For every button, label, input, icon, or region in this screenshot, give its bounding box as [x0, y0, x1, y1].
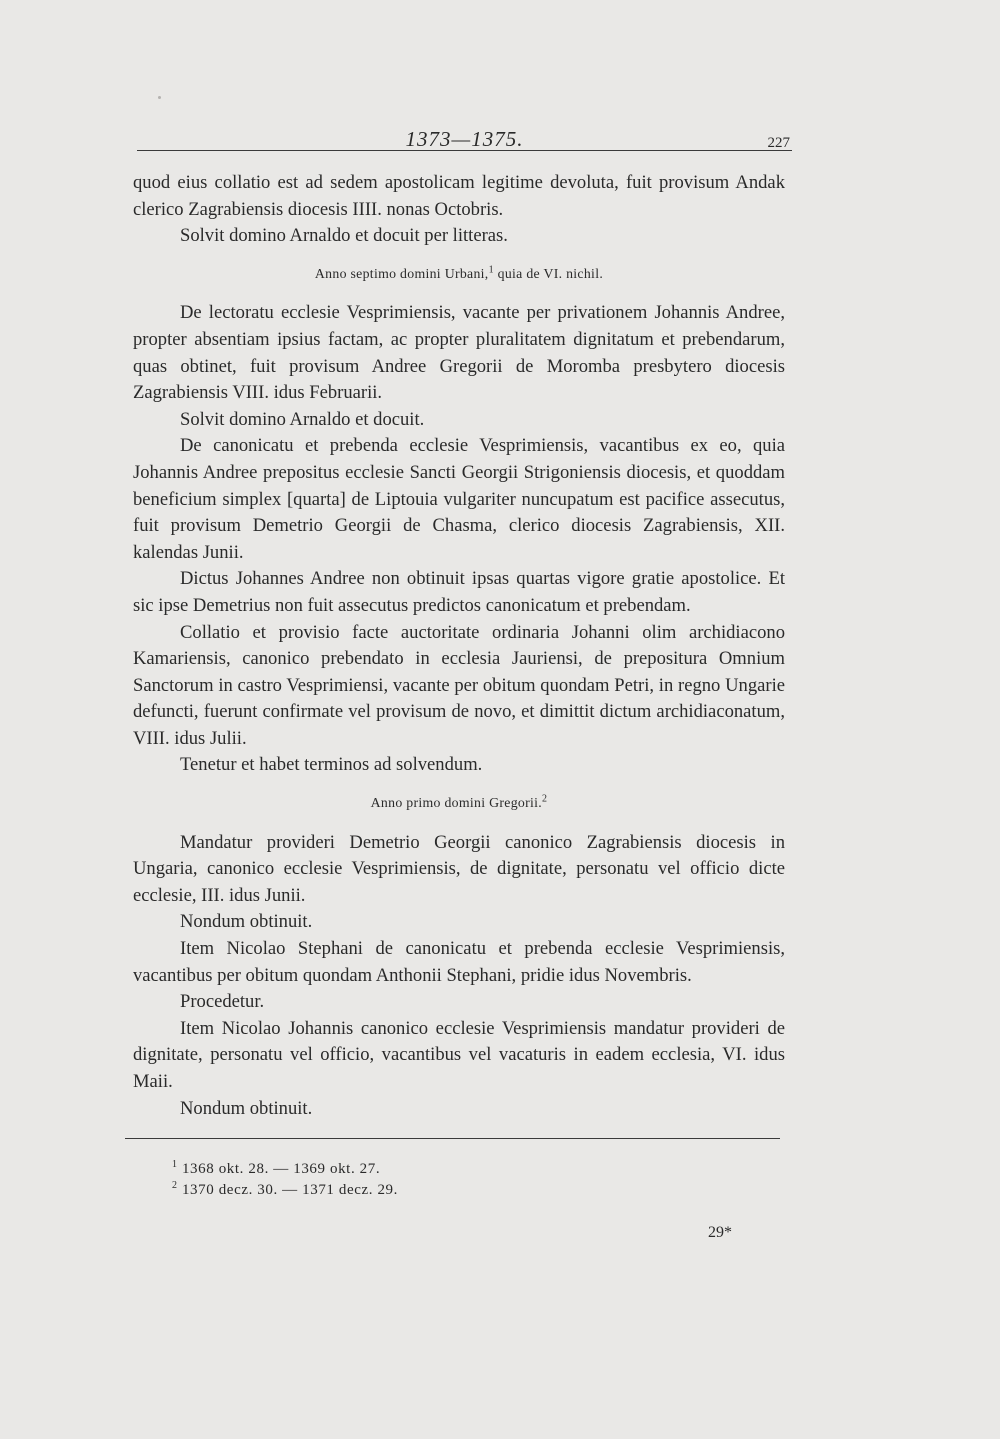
paragraph: Tenetur et habet terminos ad solvendum. — [180, 754, 483, 776]
paragraph: quod eius collatio est ad sedem apostolicam legitime devoluta, fuit provisum Andak clerico Zagrabiensis diocesis IIII. nonas Octobris. — [133, 172, 785, 220]
paragraph: Mandatur provideri Demetrio Georgii canonico Zagrabiensis diocesis in Ungaria, canonico ecclesie Vesprimiensis, de dignitate, personatu vel officio dicte ecclesie, III. idus Junii. — [133, 831, 785, 906]
paragraph: Item Nicolao Stephani de canonicatu et prebenda ecclesie Vesprimiensis, vacantibus per obitum quondam Anthonii Stephani, pridie idus Novembris. — [133, 938, 785, 986]
footnote-rule — [125, 1138, 780, 1139]
page-header — [137, 127, 792, 155]
paragraph: Procedetur. — [180, 991, 265, 1013]
paragraph: Collatio et provisio facte auctoritate ordinaria Johanni olim archidiacono Kamariensis, canonico prebendato in ecclesia Jauriensi, de prepositura Omnium Sanctorum in castro Vesprimiensi, vacante per obitum quondam Petri, in regno Ungarie defuncti, fuerunt confirmate vel provisum de novo, et dimittit dictum archidiaconatum, VIII. idus Julii. — [133, 621, 785, 749]
paragraph: Nondum obtinuit. — [180, 1097, 313, 1119]
footnotes — [172, 1159, 398, 1201]
footnote-ref: 1 — [488, 264, 494, 276]
footnote — [172, 1159, 398, 1180]
footnote-text: 1368 okt. 28. — 1369 okt. 27. — [177, 1161, 381, 1177]
paper-speck — [158, 96, 161, 99]
paragraph: De lectoratu ecclesie Vesprimiensis, vacante per privationem Johannis Andree, propter absentiam ipsius factam, ac propter pluralitatem dignitatum et prebendarum, quas obtinet, fuit provisum Andree Gregorii de Moromba presbytero diocesis Zagrabiensis VIII. idus Februarii. — [133, 302, 785, 404]
section-heading-text: quia de VI. nichil. — [493, 265, 604, 281]
paragraph: Solvit domino Arnaldo et docuit per litteras. — [180, 225, 508, 247]
footnote-ref: 2 — [542, 793, 548, 805]
footnote-mark: 2 — [172, 1180, 178, 1191]
section-heading — [133, 261, 785, 288]
paragraph: Nondum obtinuit. — [180, 911, 313, 933]
footnote — [172, 1180, 398, 1201]
body-text — [133, 170, 785, 1122]
header-rule — [137, 150, 792, 151]
paragraph: Item Nicolao Johannis canonico ecclesie Vesprimiensis mandatur provideri de dignitate, personatu vel officio, vacantibus vel vacaturis in eadem ecclesia, VI. idus Maii. — [133, 1017, 785, 1092]
signature-mark: 29* — [708, 1224, 732, 1241]
footnote-mark: 1 — [172, 1159, 178, 1170]
paragraph: Dictus Johannes Andree non obtinuit ipsas quartas vigore gratie apostolice. Et sic ipse Demetrius non fuit assecutus predictos canonicatum et prebendam. — [133, 568, 785, 616]
section-heading — [133, 790, 785, 817]
section-heading-text: Anno septimo domini Urbani, — [314, 265, 489, 281]
running-head: 1373—1375. — [405, 127, 524, 151]
page-number: 227 — [767, 135, 790, 151]
paragraph: De canonicatu et prebenda ecclesie Vesprimiensis, vacantibus ex eo, quia Johannis Andree prepositus ecclesie Sancti Georgii Strigoniensis diocesis, et quoddam beneficium simplex [quarta] de Liptouia vulgariter nuncupatum est pacifice assecutus, fuit provisum Demetrio Georgii de Chasma, clerico diocesis Zagrabiensis, XII. kalendas Junii. — [133, 435, 785, 563]
paragraph: Solvit domino Arnaldo et docuit. — [180, 408, 425, 430]
footnote-text: 1370 decz. 30. — 1371 decz. 29. — [177, 1182, 399, 1198]
section-heading-text: Anno primo domini Gregorii. — [370, 795, 543, 811]
